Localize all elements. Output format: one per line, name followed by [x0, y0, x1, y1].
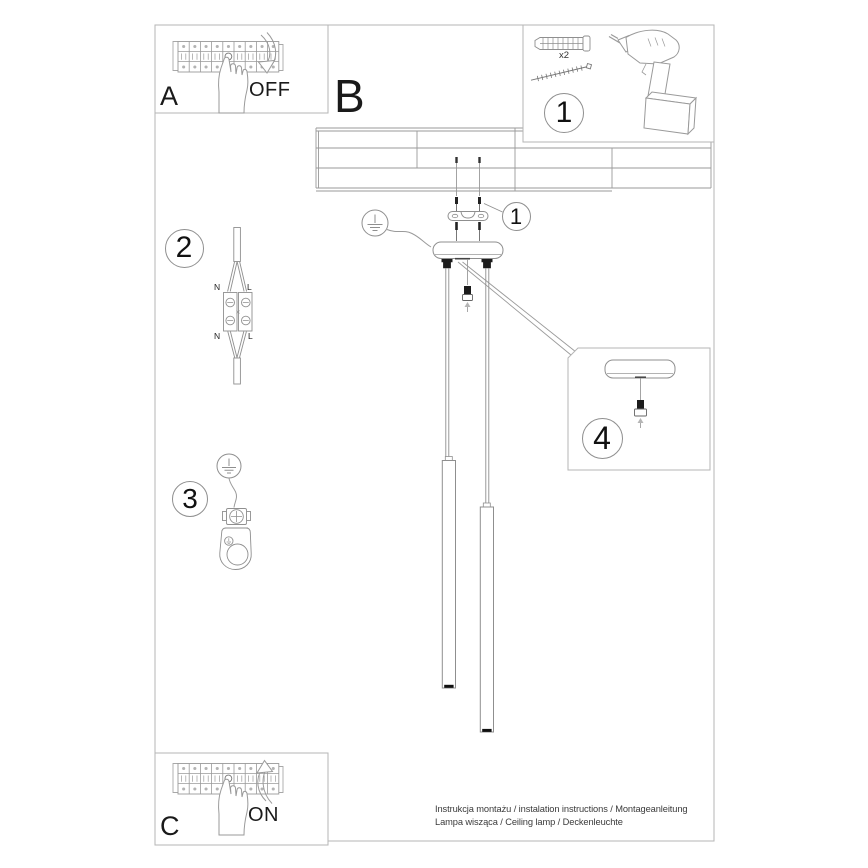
pendant-tube-left — [442, 457, 455, 689]
ground-wire — [229, 478, 237, 508]
step2-number: 2 — [165, 229, 204, 268]
canopy — [433, 242, 503, 259]
step-c-label: C — [160, 811, 180, 841]
mounting-screws — [457, 157, 480, 241]
ground-symbol-icon — [362, 210, 388, 236]
off-label: OFF — [249, 79, 291, 101]
terminal-label-n-bottom: N — [214, 330, 221, 341]
parts-box-number: 1 — [544, 93, 584, 133]
cable-glands — [442, 259, 493, 268]
box4-leader-lines — [458, 262, 576, 355]
footer-product-line: Lampa wisząca / Ceiling lamp / Deckenleuchte — [435, 817, 623, 827]
terminal-label-l-bottom: L — [248, 330, 253, 341]
footer-title-line: Instrukcja montażu / instalation instructions / Montageanleitung — [435, 804, 688, 814]
cable-clamp — [223, 509, 251, 525]
step1-leader-line — [484, 204, 503, 213]
ground-symbol-icon-2 — [217, 454, 241, 478]
ground-leader-line — [387, 230, 431, 248]
screw-quantity: x2 — [558, 50, 570, 61]
on-label: ON — [248, 804, 279, 826]
lamp-holder — [220, 528, 251, 570]
terminal-label-l-top: L — [247, 282, 252, 292]
step3-number: 3 — [172, 481, 208, 517]
wall-plug — [535, 36, 590, 51]
step-b-label: B — [334, 70, 365, 122]
wiring-terminal — [224, 228, 253, 385]
terminal-label-n-top: N — [214, 282, 221, 292]
step-a-label: A — [160, 81, 179, 111]
mounting-bracket — [448, 212, 488, 221]
step1-number: 1 — [502, 202, 531, 231]
pendant-tube-right — [480, 503, 493, 732]
step4-number: 4 — [582, 418, 623, 459]
